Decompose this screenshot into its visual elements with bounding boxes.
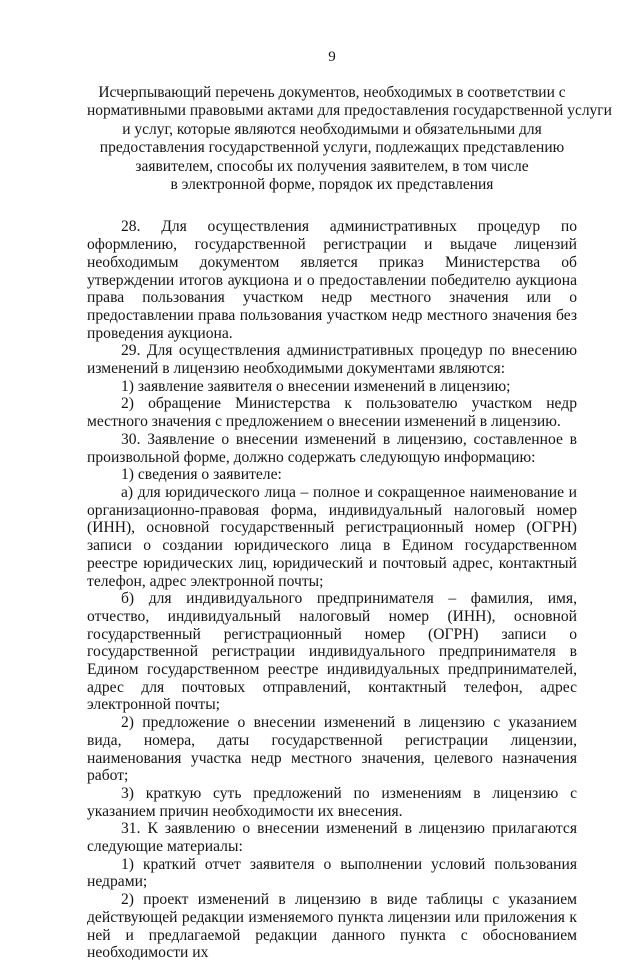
page-number: 9 — [328, 49, 336, 65]
heading-line: Исчерпывающий перечень документов, необходимых в соответствии с — [98, 84, 566, 101]
list-item: 2) обращение Министерства к пользователю участком недр местного значения с предложением о внесении изменений в лицензию. — [87, 395, 577, 431]
heading-line: заявителем, способы их получения заявителем, в том числе — [135, 157, 529, 175]
sub-item-b: б) для индивидуального предпринимателя – фамилия, имя, отчество, индивидуальный налоговый номер (ИНН), основной государственный регистрационный номер (ОГРН) записи о государственной регистрации индивидуального предпринимателя в Едином государственном реестре индивидуальных предпринимателей, адрес для почтовых отправлений, контактный телефон, адрес электронной почты; — [87, 590, 577, 714]
list-item: 2) предложение о внесении изменений в лицензию с указанием вида, номера, даты государственной регистрации лицензии, наименования участка недр местного значения, целевого назначения работ; — [87, 714, 577, 785]
paragraph-30: 30. Заявление о внесении изменений в лицензию, составленное в произвольной форме, должно содержать следующую информацию: — [87, 430, 577, 466]
section-heading — [87, 84, 612, 194]
list-item: 1) краткий отчет заявителя о выполнении условий пользования недрами; — [87, 855, 577, 891]
list-item: 2) проект изменений в лицензию в виде таблицы с указанием действующей редакции изменяемого пункта лицензии или приложения к ней и предлагаемой редакции данного пункта с обоснованием необходимости их — [87, 891, 577, 962]
paragraph-28: 28. Для осуществления административных процедур по оформлению, государственной регистрации и выдаче лицензий необходимым документом является приказ Министерства об утверждении итогов аукциона и о предоставлении победителю аукциона права пользования участком недр местного значения или о предоставлении права пользования участком недр местного значения без проведения аукциона. — [87, 218, 577, 342]
heading-line: и услуг, которые являются необходимыми и обязательными для — [122, 120, 542, 138]
document-body — [87, 218, 577, 962]
heading-line: в электронной форме, порядок их представления — [170, 176, 494, 194]
heading-line: нормативными правовыми актами для предоставления государственной услуги — [87, 102, 612, 120]
paragraph-31: 31. К заявлению о внесении изменений в лицензию прилагаются следующие материалы: — [87, 820, 577, 856]
paragraph-29: 29. Для осуществления административных процедур по внесению изменений в лицензию необходимыми документами являются: — [87, 342, 577, 378]
sub-item-a: а) для юридического лица – полное и сокращенное наименование и организационно-правовая форма, индивидуальный налоговый номер (ИНН), основной государственный регистрационный номер (ОГРН) записи о создании юридического лица в Едином государственном реестре юридических лиц, юридический и почтовый адрес, контактный телефон, адрес электронной почты; — [87, 483, 577, 590]
list-item: 3) краткую суть предложений по изменениям в лицензию с указанием причин необходимости их внесения. — [87, 784, 577, 820]
heading-line: предоставления государственной услуги, подлежащих представлению — [99, 139, 565, 157]
list-item: 1) заявление заявителя о внесении изменений в лицензию; — [121, 377, 511, 395]
list-item: 1) сведения о заявителе: — [121, 466, 282, 484]
